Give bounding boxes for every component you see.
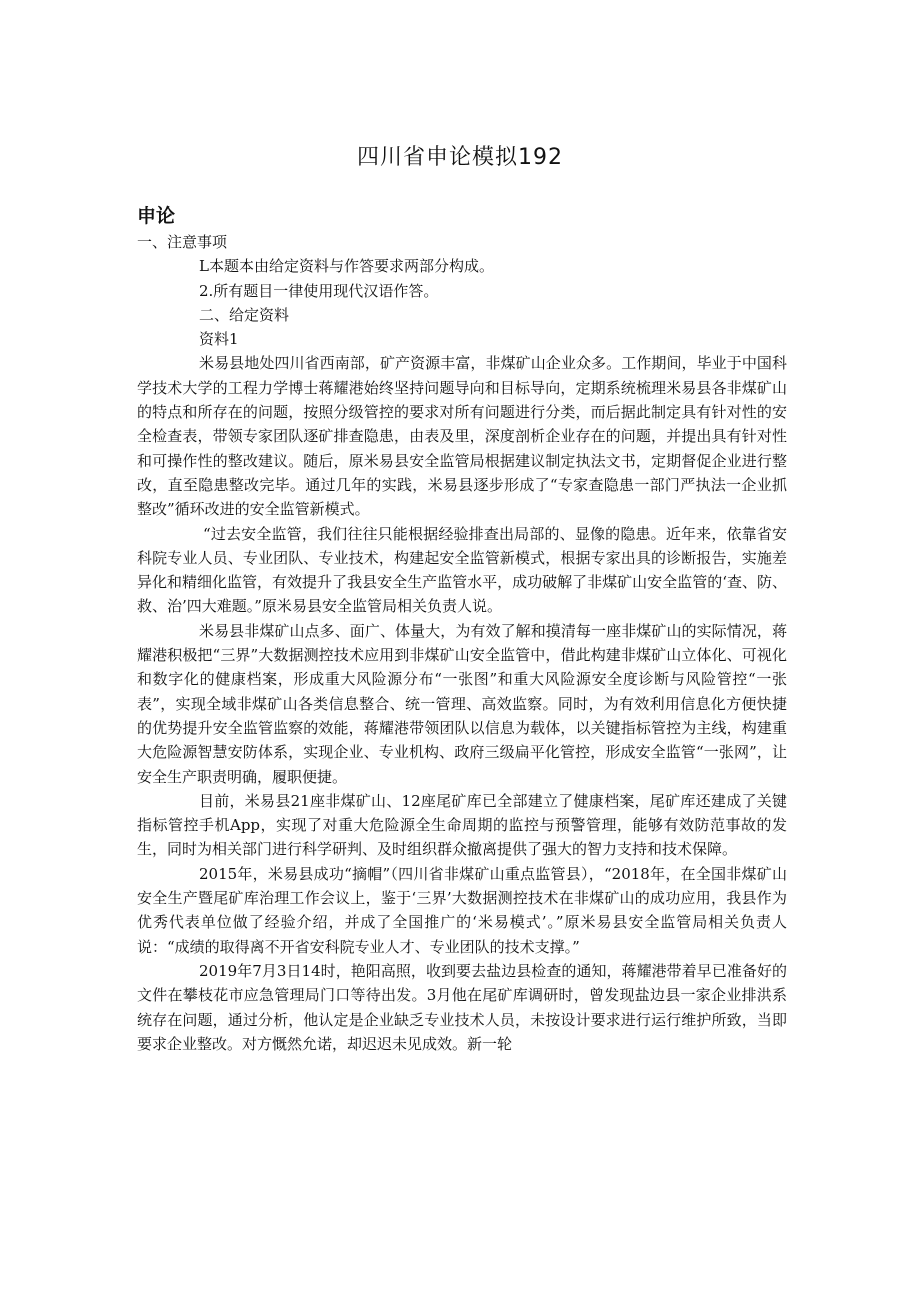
body-paragraph: 2019年7月3日14时，艳阳高照，收到要去盐边县检查的通知，蒋耀港带着早已准备好的文件在攀枝花市应急管理局门口等待出发。3月他在尾矿库调研时，曾发现盐边县一家企业排洪系统存在问题，通过分析，他认定是企业缺乏专业技术人员，未按设计要求进行运行维护所致，当即要求企业整改。对方慨然允诺，却迟迟未见成效。新一轮	[137, 961, 787, 1053]
body-paragraph: 目前，米易县21座非煤矿山、12座尾矿库已全部建立了健康档案，尾矿库还建成了关键指标管控手机App，实现了对重大危险源全生命周期的监控与预警管理，能够有效防范事故的发生，同时为相关部门进行科学研判、及时组织群众撤离提供了强大的智力支持和技术保障。	[137, 791, 787, 859]
body-paragraph: “过去安全监管，我们往往只能根据经验排查出局部的、显像的隐患。近年来，依靠省安科院专业人员、专业团队、专业技术，构建起安全监管新模式，根据专家出具的诊断报告，实施差异化和精细化监管，有效提升了我县安全生产监管水平，成功破解了非煤矿山安全监管的‘查、防、救、治’四大难题。”原米易县安全监管局相关负责人说。	[137, 524, 787, 616]
material-label: 资料1	[199, 330, 239, 349]
notice-item: L本题本由给定资料与作答要求两部分构成。	[199, 257, 494, 276]
section-heading: 申论	[137, 205, 176, 227]
page-title: 四川省申论模拟192	[357, 145, 563, 170]
body-paragraph: 米易县地处四川省西南部，矿产资源丰富，非煤矿山企业众多。工作期间，毕业于中国科学技术大学的工程力学博士蒋耀港始终坚持问题导向和目标导向，定期系统梳理米易县各非煤矿山的特点和所存在的问题，按照分级管控的要求对所有问题进行分类，而后据此制定具有针对性的安全检查表，带领专家团队逐矿排查隐患，由表及里，深度剖析企业存在的问题，并提出具有针对性和可操作性的整改建议。随后，原米易县安全监管局根据建议制定执法文书，定期督促企业进行整改，直至隐患整改完毕。通过几年的实践，米易县逐步形成了“专家查隐患一部门严执法一企业抓整改”循环改进的安全监管新模式。	[137, 354, 787, 519]
materials-heading: 二、给定资料	[199, 305, 290, 324]
body-paragraph: 米易县非煤矿山点多、面广、体量大，为有效了解和摸清每一座非煤矿山的实际情况，蒋耀港积极把“三界”大数据测控技术应用到非煤矿山安全监管中，借此构建非煤矿山立体化、可视化和数字化的健康档案，形成重大风险源分布“一张图”和重大风险源安全度诊断与风险管控“一张表”，实现全域非煤矿山各类信息整合、统一管理、高效监察。同时，为有效利用信息化方便快捷的优势提升安全监管监察的效能，蒋耀港带领团队以信息为载体，以关键指标管控为主线，构建重大危险源智慧安防体系，实现企业、专业机构、政府三级扁平化管控，形成安全监管“一张网”，让安全生产职责明确，履职便捷。	[137, 621, 787, 786]
body-paragraph: 2015年，米易县成功“摘帽”（四川省非煤矿山重点监管县），“2018年，在全国非煤矿山安全生产暨尾矿库治理工作会议上，鉴于‘三界’大数据测控技术在非煤矿山的成功应用，我县作为优秀代表单位做了经验介绍，并成了全国推广的‘米易模式’。”原米易县安全监管局相关负责人说：“成绩的取得离不开省安科院专业人才、专业团队的技术支撑。”	[137, 864, 787, 956]
notice-item: 2.所有题目一律使用现代汉语作答。	[199, 281, 439, 300]
notice-heading: 一、注意事项	[137, 233, 228, 251]
document-body	[137, 230, 787, 1056]
